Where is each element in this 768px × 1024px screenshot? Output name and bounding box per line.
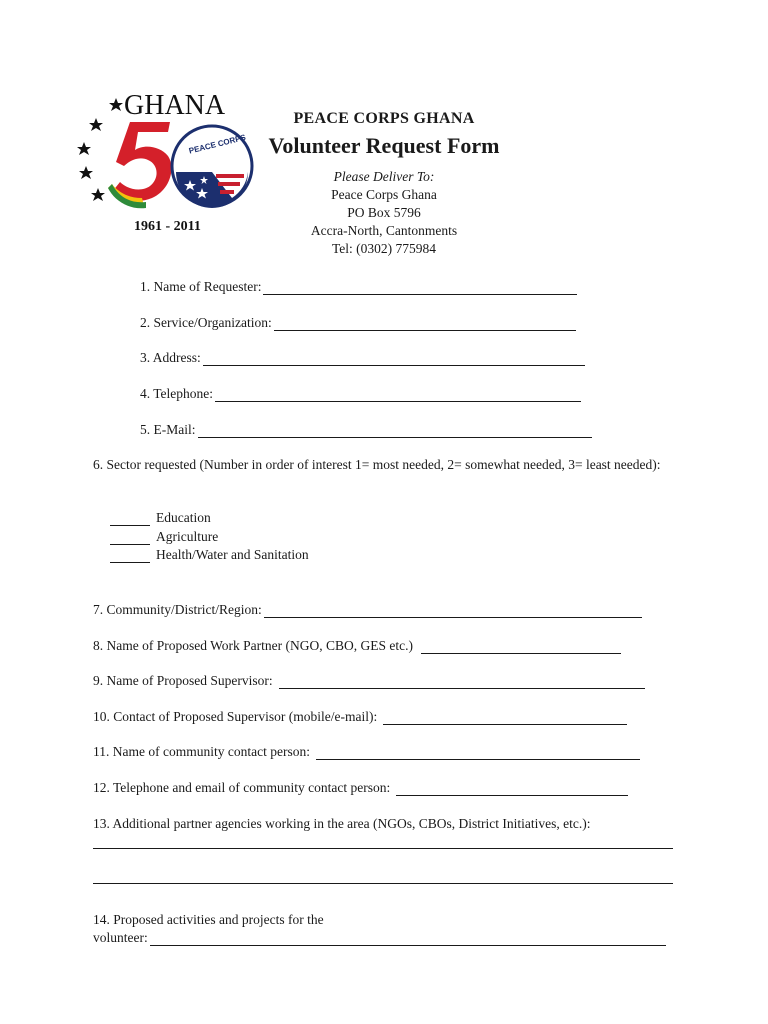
field-service-organization [140, 315, 576, 331]
rank-blank[interactable] [110, 513, 150, 526]
field-sector-requested: 6. Sector requested (Number in order of interest 1= most needed, 2= somewhat needed, 3= least needed): [93, 457, 661, 472]
logo-badge-text: PEACE CORPS [187, 132, 247, 156]
answer-line[interactable] [93, 848, 673, 849]
answer-line[interactable] [316, 747, 640, 760]
field-label: 10. Contact of Proposed Supervisor (mobile/e-mail): [93, 709, 378, 724]
deliver-line-1: Peace Corps Ghana [331, 187, 437, 202]
field-label: 12. Telephone and email of community contact person: [93, 780, 391, 795]
field-proposed-work-partner [93, 638, 621, 654]
field-label: volunteer: [93, 930, 148, 945]
answer-line[interactable] [274, 318, 576, 331]
field-address [140, 350, 585, 366]
answer-line[interactable] [198, 425, 592, 438]
answer-line[interactable] [421, 641, 621, 654]
logo-years-text: 1961 - 2011 [134, 219, 201, 234]
answer-line[interactable] [279, 676, 645, 689]
field-label: 5. E-Mail: [140, 422, 196, 437]
field-community-district-region [93, 602, 642, 618]
field-label: 4. Telephone: [140, 386, 214, 401]
answer-line[interactable] [215, 389, 581, 402]
field-name-of-requester [140, 279, 577, 295]
deliver-label: Please Deliver To: [333, 169, 435, 184]
field-label: 8. Name of Proposed Work Partner (NGO, CBO, GES etc.) [93, 638, 413, 653]
delivery-address [262, 168, 506, 258]
field-telephone [140, 386, 581, 402]
sector-label: Education [156, 510, 211, 525]
field-label: 2. Service/Organization: [140, 315, 272, 330]
field-supervisor-contact [93, 709, 627, 725]
field-label: 1. Name of Requester: [140, 279, 262, 294]
star-icon [77, 98, 123, 201]
answer-line[interactable] [383, 712, 627, 725]
answer-line[interactable] [150, 933, 666, 946]
answer-line[interactable] [93, 883, 673, 884]
field-additional-partner-agencies: 13. Additional partner agencies working in the area (NGOs, CBOs, District Initiatives, etc.): [93, 816, 591, 831]
field-community-contact-tel-email [93, 780, 628, 796]
rank-blank[interactable] [110, 532, 150, 545]
sector-health-water-sanitation [110, 547, 309, 563]
deliver-line-2: PO Box 5796 [347, 205, 421, 220]
field-proposed-activities [93, 930, 666, 946]
field-community-contact-person [93, 744, 640, 760]
field-email [140, 422, 592, 438]
deliver-line-4: Tel: (0302) 775984 [331, 241, 437, 256]
sector-agriculture [110, 529, 218, 545]
form-title: Volunteer Request Form [268, 133, 500, 158]
answer-line[interactable] [203, 353, 585, 366]
logo-ghana-text: GHANA [124, 90, 226, 121]
ghana-50-logo [72, 84, 272, 234]
field-proposed-activities-label: 14. Proposed activities and projects for the [93, 912, 324, 927]
field-proposed-supervisor [93, 673, 645, 689]
answer-line[interactable] [396, 783, 628, 796]
form-header [262, 110, 506, 159]
field-label: 7. Community/District/Region: [93, 602, 262, 617]
deliver-line-3: Accra-North, Cantonments [310, 223, 458, 238]
field-label: 3. Address: [140, 350, 201, 365]
sector-label: Health/Water and Sanitation [156, 547, 309, 562]
sector-education [110, 510, 211, 526]
answer-line[interactable] [264, 605, 642, 618]
rank-blank[interactable] [110, 550, 150, 563]
field-label: 9. Name of Proposed Supervisor: [93, 673, 273, 688]
field-label: 11. Name of community contact person: [93, 744, 310, 759]
answer-line[interactable] [263, 282, 577, 295]
sector-label: Agriculture [156, 529, 219, 544]
org-name: PEACE CORPS GHANA [293, 110, 475, 127]
